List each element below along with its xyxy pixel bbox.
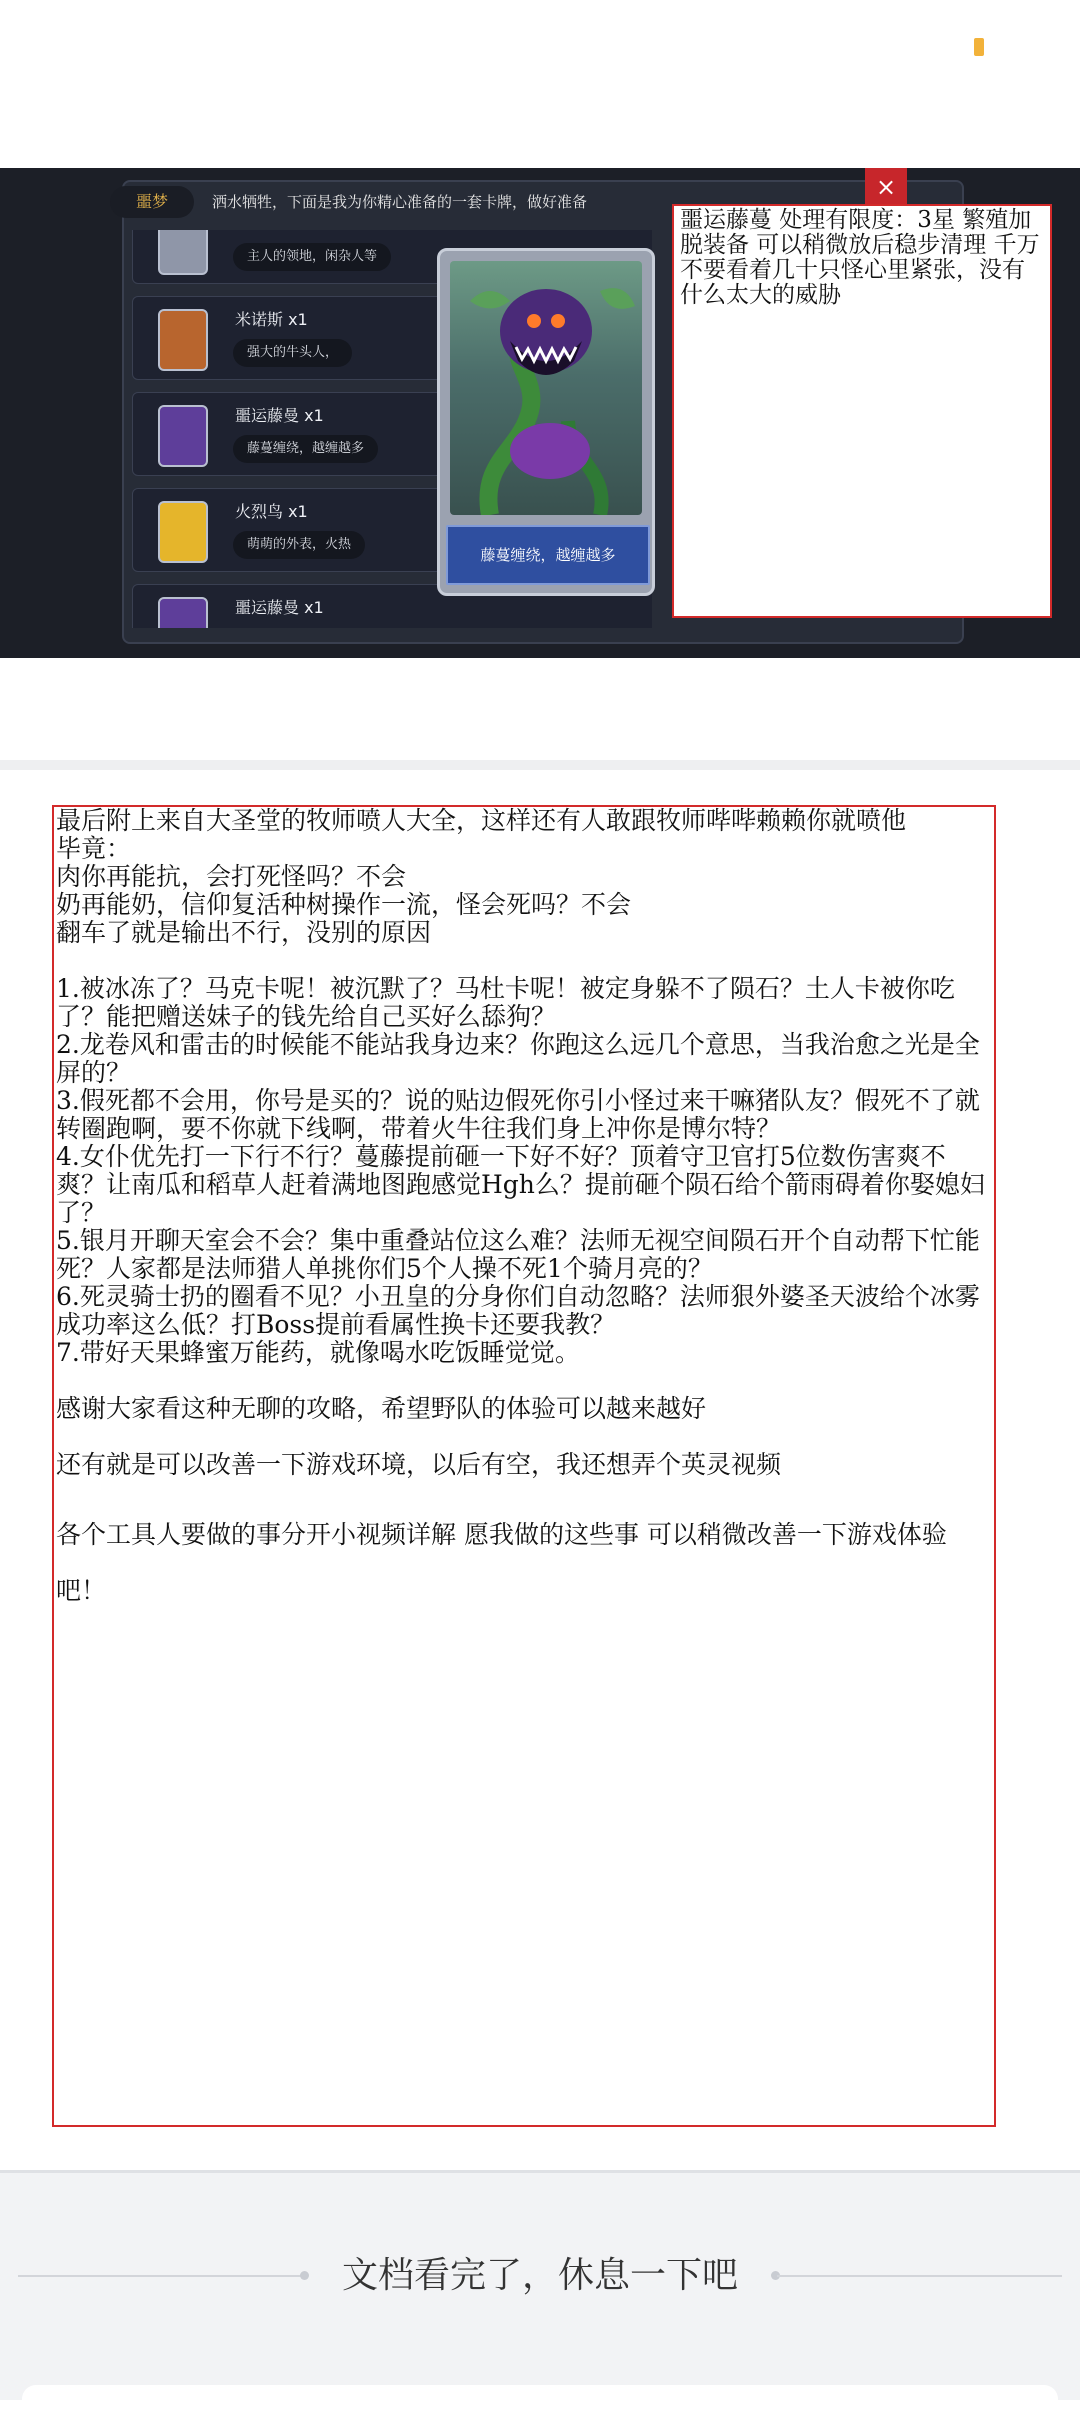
article-paragraph: 6.死灵骑士扔的圈看不见？小丑皇的分身你们自动忽略？法师狠外婆圣天波给个冰雾成功率这么低？打Boss提前看属性换卡还要我教？: [56, 1282, 980, 1339]
article-paragraph: 肉你再能抗，会打死怪吗？不会: [56, 862, 407, 891]
game-screenshot: [0, 168, 1080, 658]
article-paragraph: [56, 947, 992, 975]
article-paragraph: 奶再能奶，信仰复活种树操作一流，怪会死吗？不会: [56, 890, 632, 919]
annotation-note: 噩运藤蔓 处理有限度：3星 繁殖加脱装备 可以稍微放后稳步清理 千万不要看着几十只怪心里紧张，没有什么太大的威胁: [672, 204, 1052, 618]
article-paragraph: [56, 1367, 992, 1395]
end-divider-right: [777, 2275, 1062, 2277]
article-paragraph: 2.龙卷风和雷击的时候能不能站我身边来？你跑这么远几个意思，当我治愈之光是全屏的？: [56, 1030, 980, 1087]
difficulty-tag: 噩梦: [110, 186, 194, 218]
vine-monster-illustration: [450, 261, 642, 515]
article-paragraph: 5.银月开聊天室会不会？集中重叠站位这么难？法师无视空间陨石开个自动帮下忙能死？人家都是法师猎人单挑你们5个人操不死1个骑月亮的？: [56, 1226, 980, 1283]
card-name: 米诺斯 x1: [235, 310, 308, 329]
card-desc: 萌萌的外表，火热: [233, 531, 365, 559]
card-avatar: [158, 501, 208, 563]
card-name: 噩运藤曼 x1: [235, 406, 324, 425]
end-message: 文档看完了，休息一下吧: [341, 2255, 738, 2296]
article-paragraph: 1.被冰冻了？马克卡呢！被沉默了？马杜卡呢！被定身躲不了陨石？土人卡被你吃了？能把赠送妹子的钱先给自己买好么舔狗？: [56, 974, 955, 1031]
article-paragraph: [56, 1423, 992, 1451]
article-paragraph: 还有就是可以改善一下游戏环境，以后有空，我还想弄个英灵视频: [56, 1450, 782, 1479]
end-of-document: [0, 2173, 1080, 2400]
close-button[interactable]: ×: [865, 168, 907, 204]
section-divider: [0, 760, 1080, 770]
recommendation-card[interactable]: [22, 2385, 1058, 2415]
article-paragraph: 各个工具人要做的事分开小视频详解 愿我做的这些事 可以稍微改善一下游戏体验吧！: [56, 1520, 947, 1605]
card-avatar: [158, 405, 208, 467]
article-paragraph: 4.女仆优先打一下行不行？蔓藤提前砸一下好不好？顶着守卫官打5位数伤害爽不爽？让南瓜和稻草人赶着满地图跑感觉Hgh么？提前砸个陨石给个箭雨碍着你娶媳妇了？: [56, 1142, 985, 1227]
article-paragraph: 3.假死都不会用，你号是买的？说的贴边假死你引小怪过来干嘛猪队友？假死不了就转圈跑啊，要不你就下线啊，带着火牛往我们身上冲你是博尔特？: [56, 1086, 980, 1143]
vine-monster-icon: [450, 261, 642, 515]
card-desc: 强大的牛头人，: [233, 339, 352, 367]
article-paragraph: 最后附上来自大圣堂的牧师喷人大全，这样还有人敢跟牧师哔哔赖赖你就喷他: [56, 806, 907, 835]
intro-text: 洒水牺牲，下面是我为你精心准备的一套卡牌，做好准备: [212, 193, 588, 211]
article-paragraph: 翻车了就是输出不行，没别的原因: [56, 918, 432, 947]
article-paragraph: [56, 1479, 992, 1507]
card-name: 火烈鸟 x1: [235, 502, 308, 521]
card-avatar: [158, 309, 208, 371]
article-paragraph: 感谢大家看这种无聊的攻略，希望野队的体验可以越来越好: [56, 1394, 707, 1423]
card-desc: 藤蔓缠绕，越缠越多: [233, 435, 378, 463]
card-avatar: [158, 230, 208, 275]
article-text-box: [52, 805, 996, 2127]
card-detail-popup: [437, 248, 655, 596]
card-avatar: [158, 597, 208, 628]
status-indicator: [974, 38, 984, 56]
article-paragraph: 7.带好天果蜂蜜万能药，就像喝水吃饭睡觉觉。: [56, 1338, 580, 1367]
popup-caption: 藤蔓缠绕，越缠越多: [446, 525, 650, 585]
card-name: 噩运藤曼 x1: [235, 598, 324, 617]
card-desc: 主人的领地，闲杂人等: [233, 243, 391, 271]
article-paragraph: 毕竟：: [56, 834, 132, 863]
